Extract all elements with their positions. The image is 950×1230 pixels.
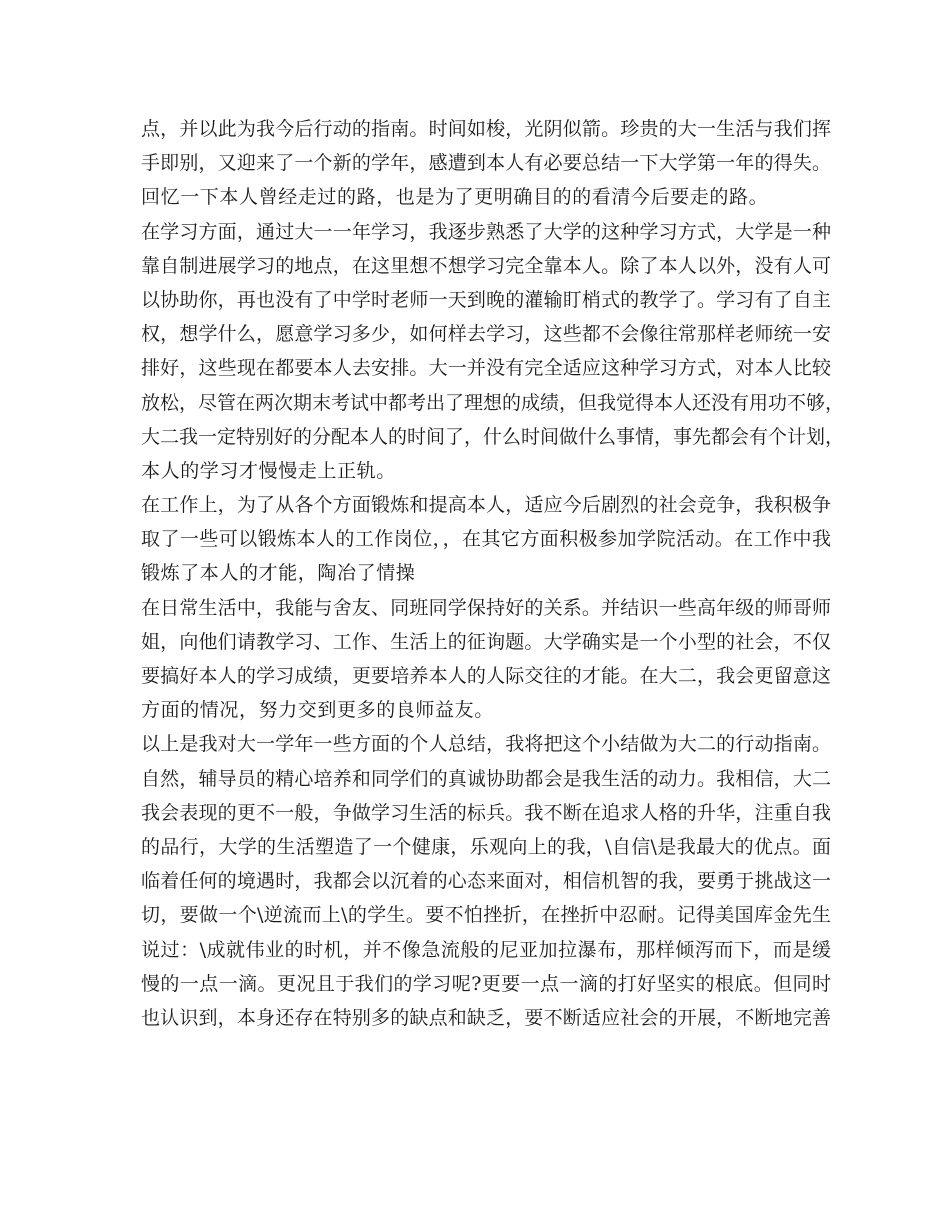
text-line: 放松，尽管在两次期末考试中都考出了理想的成绩，但我觉得本人还没有用功不够， <box>141 391 845 414</box>
text-line: 以上是我对大一学年一些方面的个人总结，我将把这个小结做为大二的行动指南。 <box>141 733 831 756</box>
text-line: 大二我一定特别好的分配本人的时间了，什么时间做什么事情，事先都会有个计划， <box>141 425 845 448</box>
text-line: 手即别，又迎来了一个新的学年，感遭到本人有必要总结一下大学第一年的得失。 <box>141 152 831 175</box>
text-line: 切，要做一个\逆流而上\的学生。要不怕挫折，在挫折中忍耐。记得美国库金先生 <box>141 904 831 927</box>
text-line: 权，想学什么，愿意学习多少，如何样去学习，这些都不会像往常那样老师统一安 <box>141 323 831 346</box>
text-line: 要搞好本人的学习成绩，更要培养本人的人际交往的才能。在大二，我会更留意这 <box>141 665 831 687</box>
text-line: 在工作上，为了从各个方面锻炼和提高本人，适应今后剧烈的社会竞争，我积极争 <box>141 494 831 517</box>
text-line: 临着任何的境遇时，我都会以沉着的心态来面对，相信机智的我，要勇于挑战这一 <box>141 870 831 893</box>
text-line: 锻炼了本人的才能，陶冶了情操 <box>141 562 416 585</box>
text-line: 的品行，大学的生活塑造了一个健康，乐观向上的我，\自信\是我最大的优点。面 <box>141 835 831 858</box>
text-line: 慢的一点一滴。更况且于我们的学习呢?更要一点一滴的打好坚实的根底。但同时 <box>141 972 831 995</box>
text-line: 姐，向他们请教学习、工作、生活上的征询题。大学确实是一个小型的社会，不仅 <box>141 630 831 653</box>
text-line: 自然，辅导员的精心培养和同学们的真诚协助都会是我生活的动力。我相信，大二 <box>141 767 831 790</box>
text-line: 我会表现的更不一般，争做学习生活的标兵。我不断在追求人格的升华，注重自我 <box>141 801 831 824</box>
text-line: 以协助你，再也没有了中学时老师一天到晚的灌输盯梢式的教学了。学习有了自主 <box>141 288 831 311</box>
text-line: 方面的情况，努力交到更多的良师益友。 <box>141 699 494 722</box>
text-line: 在日常生活中，我能与舍友、同班同学保持好的关系。并结识一些高年级的师哥师 <box>141 596 831 619</box>
text-line: 回忆一下本人曾经走过的路，也是为了更明确目的的看清今后要走的路。 <box>141 186 769 209</box>
text-line: 说过：\成就伟业的时机，并不像急流般的尼亚加拉瀑布，那样倾泻而下，而是缓 <box>141 938 831 961</box>
text-line: 排好，这些现在都要本人去安排。大一并没有完全适应这种学习方式，对本人比较 <box>141 357 831 380</box>
text-line: 点，并以此为我今后行动的指南。时间如梭，光阴似箭。珍贵的大一生活与我们挥 <box>141 118 831 140</box>
text-line: 也认识到，本身还存在特别多的缺点和缺乏，要不断适应社会的开展，不断地完善 <box>141 1006 831 1029</box>
text-line: 本人的学习才慢慢走上正轨。 <box>141 459 396 482</box>
text-line: 靠自制进展学习的地点，在这里想不想学习完全靠本人。除了本人以外，没有人可 <box>141 254 831 277</box>
text-line: 取了一些可以锻炼本人的工作岗位，，在其它方面积极参加学院活动。在工作中我 <box>141 528 831 551</box>
text-line: 在学习方面，通过大一一年学习，我逐步熟悉了大学的这种学习方式，大学是一种 <box>141 220 831 243</box>
body-text <box>141 112 845 1035</box>
